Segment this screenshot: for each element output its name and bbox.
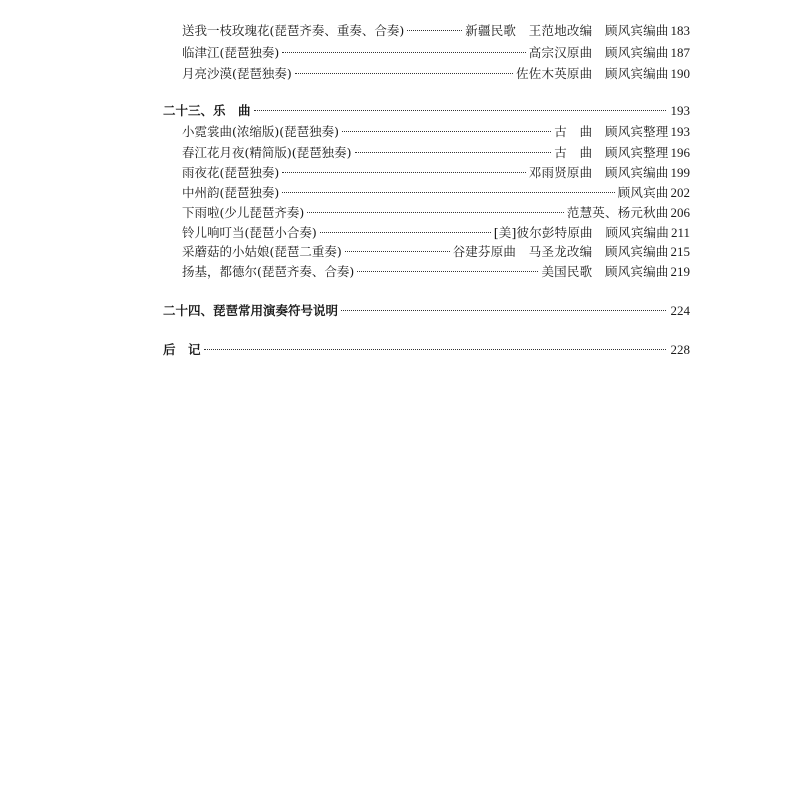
afterword-heading[interactable] [163, 341, 690, 359]
toc-entry[interactable] [182, 263, 690, 281]
dot-leader [407, 30, 462, 31]
section-heading[interactable] [163, 302, 690, 320]
toc-entry[interactable] [182, 224, 690, 242]
toc-entry[interactable] [182, 65, 690, 83]
entry-page-number: 219 [670, 264, 690, 279]
entry-page-number: 211 [670, 225, 690, 240]
entry-credit: [美]彼尔彭特原曲 顾风宾编曲 [493, 225, 669, 240]
entry-title: 采蘑菇的小姑娘(琵琶二重奏) [182, 244, 342, 259]
entry-credit: 佐佐木英原曲 顾风宾编曲 [516, 66, 669, 81]
entry-credit: 顾风宾曲 [617, 185, 669, 200]
entry-credit: 美国民歌 顾风宾编曲 [541, 264, 669, 279]
entry-title: 铃儿响叮当(琵琶小合奏) [182, 225, 317, 240]
entry-title: 送我一枝玫瑰花(琵琶齐奏、重奏、合奏) [182, 23, 405, 38]
dot-leader [295, 73, 513, 74]
entry-credit: 古 曲 顾风宾整理 [554, 145, 669, 160]
section-page-number: 193 [670, 103, 690, 118]
dot-leader [204, 349, 666, 350]
entry-title: 春江花月夜(精简版)(琵琶独奏) [182, 145, 352, 160]
entry-credit: 古 曲 顾风宾整理 [554, 124, 669, 139]
dot-leader [282, 52, 526, 53]
section-page-number: 224 [670, 303, 690, 318]
entry-page-number: 202 [670, 185, 690, 200]
section-title: 二十四、琵琶常用演奏符号说明 [163, 303, 339, 318]
toc-entry[interactable] [182, 164, 690, 182]
entry-page-number: 196 [670, 145, 690, 160]
entry-page-number: 206 [670, 205, 690, 220]
dot-leader [342, 131, 551, 132]
dot-leader [307, 212, 564, 213]
entry-page-number: 183 [670, 23, 690, 38]
entry-title: 下雨啦(少儿琵琶齐奏) [182, 205, 305, 220]
toc-entry[interactable] [182, 184, 690, 202]
toc-entry[interactable] [182, 22, 690, 40]
entry-title: 雨夜花(琵琶独奏) [182, 165, 280, 180]
entry-page-number: 199 [670, 165, 690, 180]
entry-page-number: 187 [670, 45, 690, 60]
entry-credit: 邓雨贤原曲 顾风宾编曲 [528, 165, 669, 180]
entry-credit: 范慧英、杨元秋曲 [566, 205, 669, 220]
entry-page-number: 193 [670, 124, 690, 139]
entry-credit: 新疆民歌 王范地改编 顾风宾编曲 [465, 23, 669, 38]
toc-entry[interactable] [182, 44, 690, 62]
dot-leader [320, 232, 491, 233]
afterword-page-number: 228 [670, 342, 690, 357]
dot-leader [282, 172, 526, 173]
afterword-title: 后 记 [163, 342, 201, 357]
entry-title: 小霓裳曲(浓缩版)(琵琶独奏) [182, 124, 340, 139]
toc-entry[interactable] [182, 144, 690, 162]
dot-leader [345, 251, 450, 252]
toc-entry[interactable] [182, 243, 690, 261]
dot-leader [357, 271, 538, 272]
entry-title: 临津江(琵琶独奏) [182, 45, 280, 60]
entry-page-number: 190 [670, 66, 690, 81]
entry-title: 月亮沙漠(琵琶独奏) [182, 66, 292, 81]
entry-title: 中州韵(琵琶独奏) [182, 185, 280, 200]
entry-credit: 高宗汉原曲 顾风宾编曲 [528, 45, 669, 60]
section-heading[interactable] [163, 102, 690, 120]
dot-leader [254, 110, 666, 111]
entry-title: 扬基，都德尔(琵琶齐奏、合奏) [182, 264, 355, 279]
dot-leader [282, 192, 614, 193]
toc-entry[interactable] [182, 123, 690, 141]
toc-entry[interactable] [182, 204, 690, 222]
entry-credit: 谷建芬原曲 马圣龙改编 顾风宾编曲 [452, 244, 669, 259]
dot-leader [355, 152, 552, 153]
dot-leader [341, 310, 665, 311]
section-title: 二十三、乐 曲 [163, 103, 251, 118]
entry-page-number: 215 [670, 244, 690, 259]
